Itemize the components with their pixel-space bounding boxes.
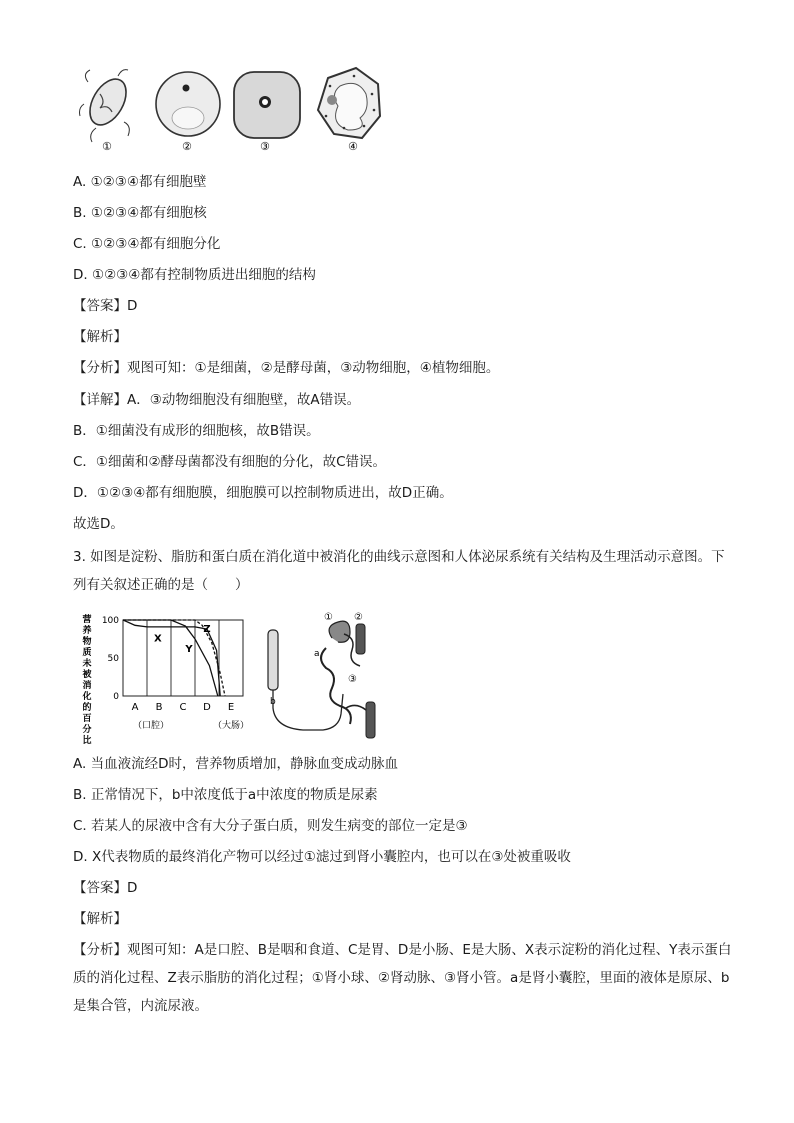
cell-figure [78,64,388,154]
category-note-mouth: （口腔） [133,721,170,731]
q2-detail-d: D．①②③④都有细胞膜，细胞膜可以控制物质进出，故D正确。 [73,485,453,501]
q2-answer: 【答案】D [73,298,138,314]
y-tick-label: 0 [113,692,119,702]
y-tick-label: 100 [101,616,119,626]
q2-option-b: B. ①②③④都有细胞核 [73,205,207,221]
x-category-label: D [203,702,211,713]
digestion-chart [73,608,253,746]
label-b: b [270,697,276,707]
q3-stem: 3. 如图是淀粉、脂肪和蛋白质在消化道中被消化的曲线示意图和人体泌尿系统有关结构及生理活动示意图。下列有关叙述正确的是（ ） [73,549,725,593]
q3-option-b: B. 正常情况下，b中浓度低于a中浓度的物质是尿素 [73,787,378,803]
renal-artery-tube [356,624,365,654]
q2-option-c: C. ①②③④都有细胞分化 [73,236,221,252]
q3-analysis: 【分析】观图可知：A是口腔、B是咽和食道、C是胃、D是小肠、E是大肠、X表示淀粉的消化过程、Y表示蛋白质的消化过程、Z表示脂肪的消化过程；①肾小球、②肾动脉、③肾小管。a是肾小囊腔，里面的液体是原尿、b是集合管，内流尿液。 [73,942,732,1014]
bacterium-image [80,70,134,142]
glomerulus-shape [329,621,350,642]
q2-detail-b: B．①细菌没有成形的细胞核，故B错误。 [73,423,320,439]
series-label-z: Z [203,624,211,636]
cell-label-2: ② [182,140,192,153]
q3-option-c: C. 若某人的尿液中含有大分子蛋白质，则发生病变的部位一定是③ [73,818,468,834]
series-label-y: Y [185,643,193,655]
q2-conclusion: 故选D。 [73,516,124,532]
plant-cell-image [318,68,380,138]
label-3: ③ [348,674,357,685]
cell-label-3: ③ [260,140,270,153]
q2-option-a: A. ①②③④都有细胞壁 [73,174,207,190]
y-tick-label: 50 [107,654,119,664]
x-category-label: B [155,702,163,713]
series-label-x: X [153,633,162,645]
label-1: ① [324,612,333,623]
q2-detail-c: C．①细菌和②酵母菌都没有细胞的分化，故C错误。 [73,454,387,470]
cell-label-4: ④ [348,140,358,153]
q2-option-d: D. ①②③④都有控制物质进出细胞的结构 [73,267,316,283]
label-2: ② [354,612,363,623]
collecting-duct-tube [268,630,278,690]
x-category-label: C [179,702,187,713]
q2-analysis-header: 【解析】 [73,329,127,345]
renal-vein-tube [366,702,375,738]
yeast-image [156,72,220,136]
q3-answer: 【答案】D [73,880,138,896]
q3-option-a: A. 当血液流经D时，营养物质增加，静脉血变成动脉血 [73,756,398,772]
animal-cell-image [234,72,300,138]
q3-analysis-header: 【解析】 [73,911,127,927]
x-category-label: A [131,702,139,713]
q2-analysis: 【分析】观图可知：①是细菌，②是酵母菌，③动物细胞，④植物细胞。 [73,360,500,376]
q3-option-d: D. X代表物质的最终消化产物可以经过①滤过到肾小囊腔内，也可以在③处被重吸收 [73,849,571,865]
q2-detail-a: 【详解】A．③动物细胞没有细胞壁，故A错误。 [73,392,361,408]
chart-ylabel [81,613,92,746]
category-note-large-intestine: （大肠） [213,721,250,731]
y-axis-label: 营养物质未被消化的百分比 [82,615,92,746]
x-category-label: E [227,702,235,713]
plot-frame [123,620,243,696]
nephron-diagram [262,608,392,743]
cell-label-1: ① [102,140,112,153]
label-a: a [314,649,320,659]
